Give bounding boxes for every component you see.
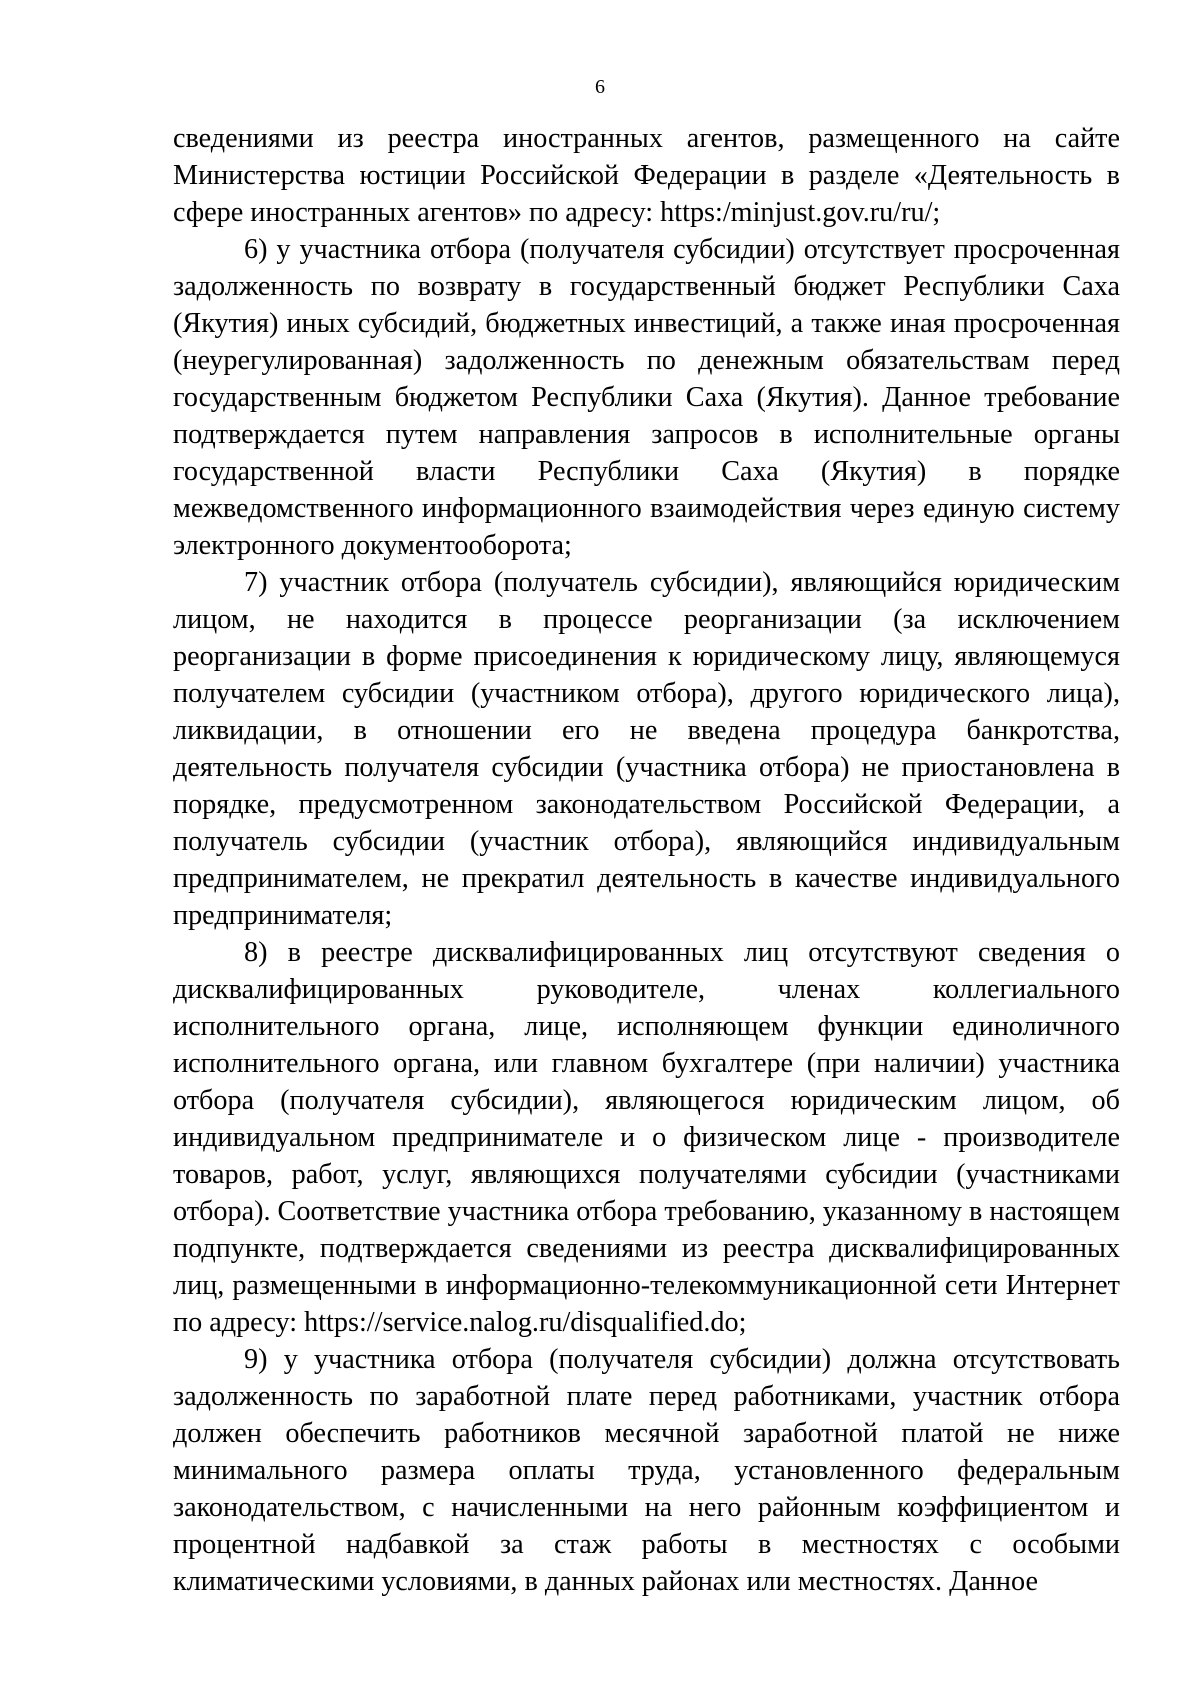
paragraph-continuation: сведениями из реестра иностранных агентов, размещенного на сайте Министерства юстиции Российской Федерации в разделе «Деятельность в сфере иностранных агентов» по адресу: https:/minjust.gov.ru/ru/; [173,123,1120,228]
paragraph-item-9: 9) у участника отбора (получателя субсидии) должна отсутствовать задолженность по заработной плате перед работниками, участник отбора должен обеспечить работников месячной заработной платой не ниже минимального размера оплаты труда, установленного федеральным законодательством, с начисленными на него районным коэффициентом и процентной надбавкой за стаж работы в местностях с особыми климатическими условиями, в данных районах или местностях. Данное [173,1344,1120,1597]
paragraph-item-7: 7) участник отбора (получатель субсидии), являющийся юридическим лицом, не находится в процессе реорганизации (за исключением реорганизации в форме присоединения к юридическому лицу, являющемуся получателем субсидии (участником отбора), другого юридического лица), ликвидации, в отношении его не введена процедура банкротства, деятельность получателя субсидии (участника отбора) не приостановлена в порядке, предусмотренном законодательством Российской Федерации, а получатель субсидии (участник отбора), являющийся индивидуальным предпринимателем, не прекратил деятельность в качестве индивидуального предпринимателя; [173,567,1120,931]
paragraph-item-8: 8) в реестре дисквалифицированных лиц отсутствуют сведения о дисквалифицированных руководителе, членах коллегиального исполнительного органа, лице, исполняющем функции единоличного исполнительного органа, или главном бухгалтере (при наличии) участника отбора (получателя субсидии), являющегося юридическим лицом, об индивидуальном предпринимателе и о физическом лице - производителе товаров, работ, услуг, являющихся получателями субсидии (участниками отбора). Соответствие участника отбора требованию, указанному в настоящем подпункте, подтверждается сведениями из реестра дисквалифицированных лиц, размещенными в информационно-телекоммуникационной сети Интернет по адресу: https://service.nalog.ru/disqualified.do; [173,937,1121,1338]
document-body [173,120,1120,1600]
paragraph-item-6: 6) у участника отбора (получателя субсидии) отсутствует просроченная задолженность по возврату в государственный бюджет Республики Саха (Якутия) иных субсидий, бюджетных инвестиций, а также иная просроченная (неурегулированная) задолженность по денежным обязательствам перед государственным бюджетом Республики Саха (Якутия). Данное требование подтверждается путем направления запросов в исполнительные органы государственной власти Республики Саха (Якутия) в порядке межведомственного информационного взаимодействия через единую систему электронного документооборота; [173,234,1120,561]
page-number: 6 [595,76,605,98]
